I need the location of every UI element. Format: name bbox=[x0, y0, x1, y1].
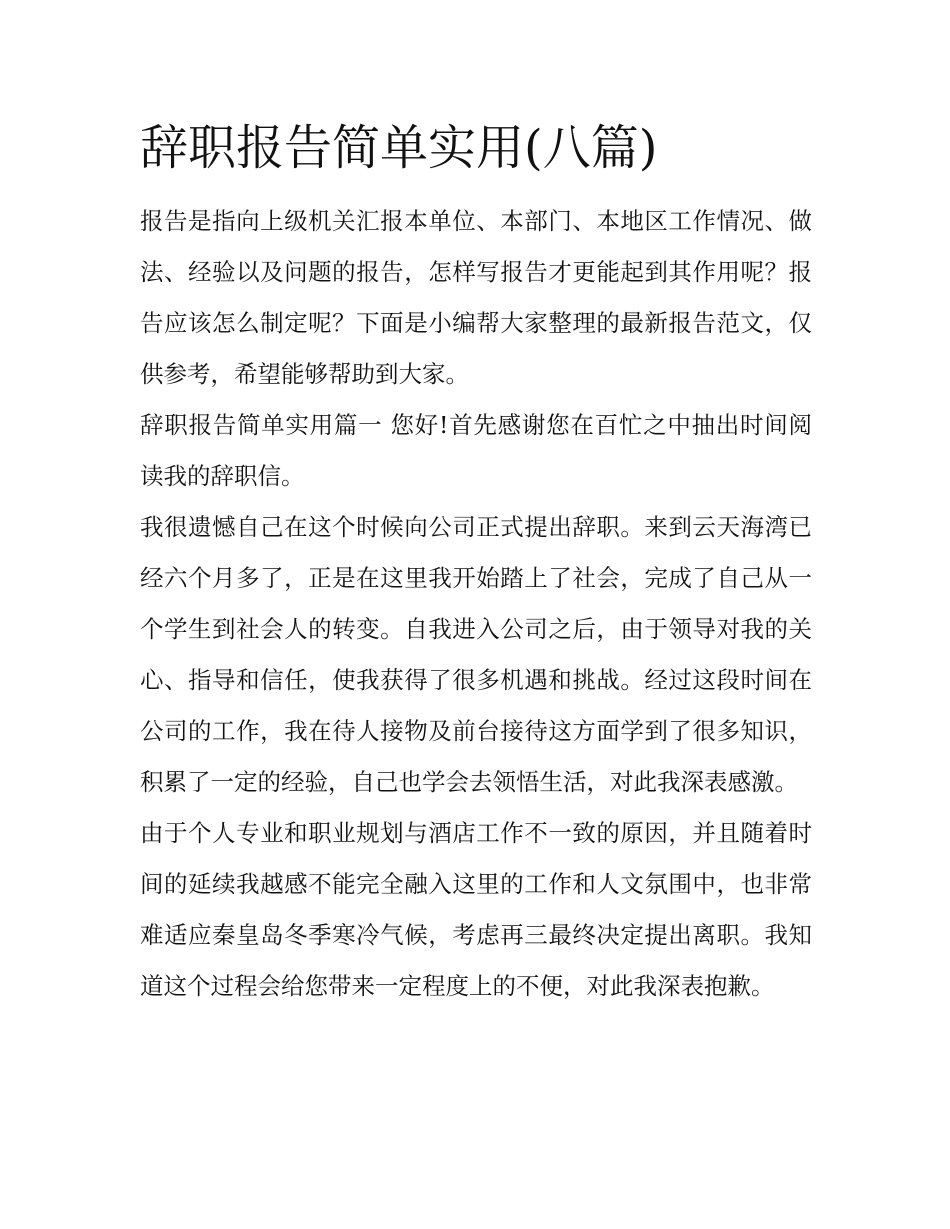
document-body bbox=[140, 196, 812, 1012]
paragraph-resignation-reason: 我很遗憾自己在这个时候向公司正式提出辞职。来到云天海湾已经六个月多了，正是在这里我开始踏上了社会，完成了自己从一个学生到社会人的转变。自我进入公司之后，由于领导对我的关心、指导和信任，使我获得了很多机遇和挑战。经过这段时间在公司的工作，我在待人接物及前台接待这方面学到了很多知识，积累了一定的经验，自己也学会去领悟生活，对此我深表感激。 bbox=[140, 513, 812, 796]
paragraph-intro: 报告是指向上级机关汇报本单位、本部门、本地区工作情况、做法、经验以及问题的报告，怎样写报告才更能起到其作用呢？报告应该怎么制定呢？下面是小编帮大家整理的最新报告范文，仅供参考，希望能够帮助到大家。 bbox=[140, 207, 812, 388]
document-title: 辞职报告简单实用(八篇) bbox=[140, 120, 658, 176]
paragraph-career-plan: 由于个人专业和职业规划与酒店工作不一致的原因，并且随着时间的延续我越感不能完全融入这里的工作和人文氛围中，也非常难适应秦皇岛冬季寒冷气候，考虑再三最终决定提出离职。我知道这个过程会给您带来一定程度上的不便，对此我深表抱歉。 bbox=[140, 819, 812, 1000]
paragraph-greeting: 辞职报告简单实用篇一 您好!首先感谢您在百忙之中抽出时间阅读我的辞职信。 bbox=[140, 411, 812, 490]
